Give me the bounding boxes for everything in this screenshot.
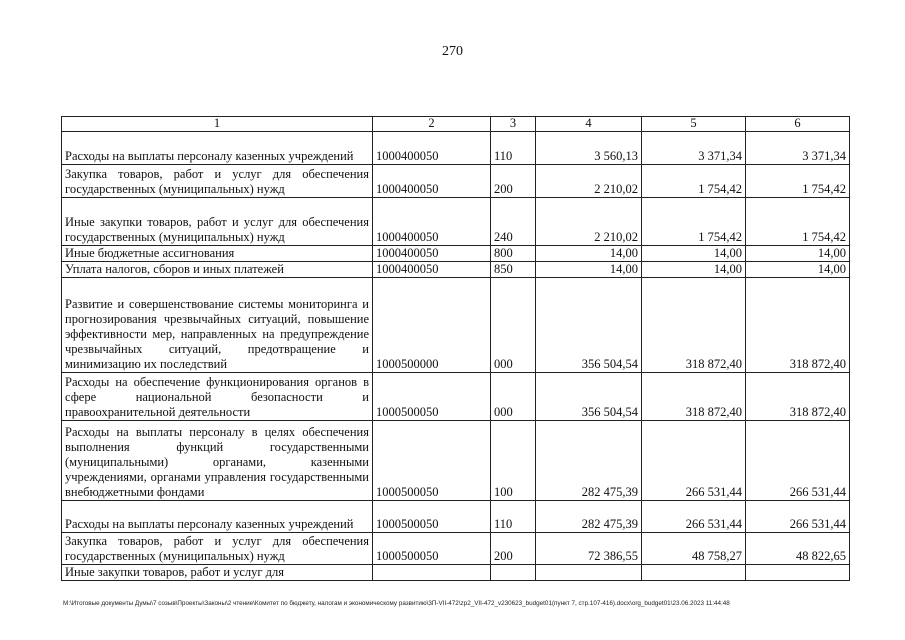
table-row [62, 501, 850, 533]
table-row [62, 246, 850, 262]
row-expense-type: 200 [491, 165, 536, 198]
row-amount-col5: 1 754,42 [642, 165, 746, 198]
row-amount-col4: 2 210,02 [536, 165, 642, 198]
row-target-code: 1000500050 [373, 501, 491, 533]
row-target-code: 1000400050 [373, 198, 491, 246]
row-amount-col5: 318 872,40 [642, 373, 746, 421]
row-expense-type: 200 [491, 533, 536, 565]
column-header: 2 [373, 117, 491, 132]
row-expense-type: 000 [491, 373, 536, 421]
row-amount-col5: 3 371,34 [642, 132, 746, 165]
row-amount-col5: 14,00 [642, 262, 746, 278]
row-amount-col5: 266 531,44 [642, 421, 746, 501]
row-expense-type: 800 [491, 246, 536, 262]
table-row [62, 165, 850, 198]
row-amount-col6: 318 872,40 [746, 278, 850, 373]
row-expense-type: 110 [491, 132, 536, 165]
row-amount-col5: 318 872,40 [642, 278, 746, 373]
row-amount-col4: 14,00 [536, 246, 642, 262]
table-row [62, 373, 850, 421]
row-description: Закупка товаров, работ и услуг для обеспечения государственных (муниципальных) нужд [62, 165, 373, 198]
row-expense-type: 850 [491, 262, 536, 278]
row-expense-type: 100 [491, 421, 536, 501]
row-description: Расходы на выплаты персоналу казенных учреждений [62, 501, 373, 533]
row-description: Иные закупки товаров, работ и услуг для [62, 565, 373, 581]
row-expense-type: 000 [491, 278, 536, 373]
table-row [62, 533, 850, 565]
row-description: Иные бюджетные ассигнования [62, 246, 373, 262]
row-amount-col4 [536, 565, 642, 581]
file-path-footer: M:\Итоговые документы Думы\7 созыв\Проекты\Законы\2 чтение\Комитет по бюджету, налогам и экономическому развитию\3П-VII-472\zp2_VII-472_v230623_budget01(пункт 7, стр.107-416).docx\org_budget01\23.06.2023 11:44:48 [63, 600, 730, 607]
row-amount-col5: 48 758,27 [642, 533, 746, 565]
page-number: 270 [442, 44, 463, 59]
row-amount-col5 [642, 565, 746, 581]
table-row [62, 421, 850, 501]
row-description: Расходы на выплаты персоналу казенных учреждений [62, 132, 373, 165]
row-description: Иные закупки товаров, работ и услуг для обеспечения государственных (муниципальных) нужд [62, 198, 373, 246]
row-amount-col6: 266 531,44 [746, 421, 850, 501]
row-amount-col5: 14,00 [642, 246, 746, 262]
row-amount-col6: 3 371,34 [746, 132, 850, 165]
row-amount-col4: 2 210,02 [536, 198, 642, 246]
row-amount-col4: 72 386,55 [536, 533, 642, 565]
row-amount-col4: 14,00 [536, 262, 642, 278]
row-amount-col6: 1 754,42 [746, 198, 850, 246]
row-expense-type: 110 [491, 501, 536, 533]
row-amount-col5: 1 754,42 [642, 198, 746, 246]
column-header: 1 [62, 117, 373, 132]
row-target-code: 1000400050 [373, 132, 491, 165]
row-target-code: 1000400050 [373, 246, 491, 262]
table-row [62, 262, 850, 278]
table-header-row [62, 117, 850, 132]
column-header: 5 [642, 117, 746, 132]
row-target-code: 1000500000 [373, 278, 491, 373]
row-target-code [373, 565, 491, 581]
table-row [62, 132, 850, 165]
row-amount-col4: 356 504,54 [536, 373, 642, 421]
row-amount-col4: 282 475,39 [536, 421, 642, 501]
row-amount-col4: 3 560,13 [536, 132, 642, 165]
table-row [62, 198, 850, 246]
row-amount-col6 [746, 565, 850, 581]
row-target-code: 1000400050 [373, 165, 491, 198]
row-amount-col4: 282 475,39 [536, 501, 642, 533]
column-header: 3 [491, 117, 536, 132]
row-description: Закупка товаров, работ и услуг для обеспечения государственных (муниципальных) нужд [62, 533, 373, 565]
row-target-code: 1000500050 [373, 373, 491, 421]
row-amount-col6: 48 822,65 [746, 533, 850, 565]
row-description: Уплата налогов, сборов и иных платежей [62, 262, 373, 278]
row-amount-col6: 266 531,44 [746, 501, 850, 533]
row-amount-col5: 266 531,44 [642, 501, 746, 533]
row-target-code: 1000500050 [373, 421, 491, 501]
column-header: 6 [746, 117, 850, 132]
row-expense-type: 240 [491, 198, 536, 246]
table-row [62, 278, 850, 373]
row-target-code: 1000500050 [373, 533, 491, 565]
budget-table [61, 116, 850, 581]
row-description: Расходы на обеспечение функционирования органов в сфере национальной безопасности и правоохранительной деятельности [62, 373, 373, 421]
row-amount-col6: 14,00 [746, 262, 850, 278]
row-description: Развитие и совершенствование системы мониторинга и прогнозирования чрезвычайных ситуаций, повышение эффективности мер, направленных на предупреждение чрезвычайных ситуаций, предотвращение и минимизацию их последствий [62, 278, 373, 373]
row-description: Расходы на выплаты персоналу в целях обеспечения выполнения функций государственными (муниципальными) органами, казенными учреждениями, органами управления государственными внебюджетными фондами [62, 421, 373, 501]
row-amount-col6: 1 754,42 [746, 165, 850, 198]
row-target-code: 1000400050 [373, 262, 491, 278]
row-amount-col4: 356 504,54 [536, 278, 642, 373]
row-amount-col6: 318 872,40 [746, 373, 850, 421]
column-header: 4 [536, 117, 642, 132]
table-row [62, 565, 850, 581]
row-amount-col6: 14,00 [746, 246, 850, 262]
row-expense-type [491, 565, 536, 581]
